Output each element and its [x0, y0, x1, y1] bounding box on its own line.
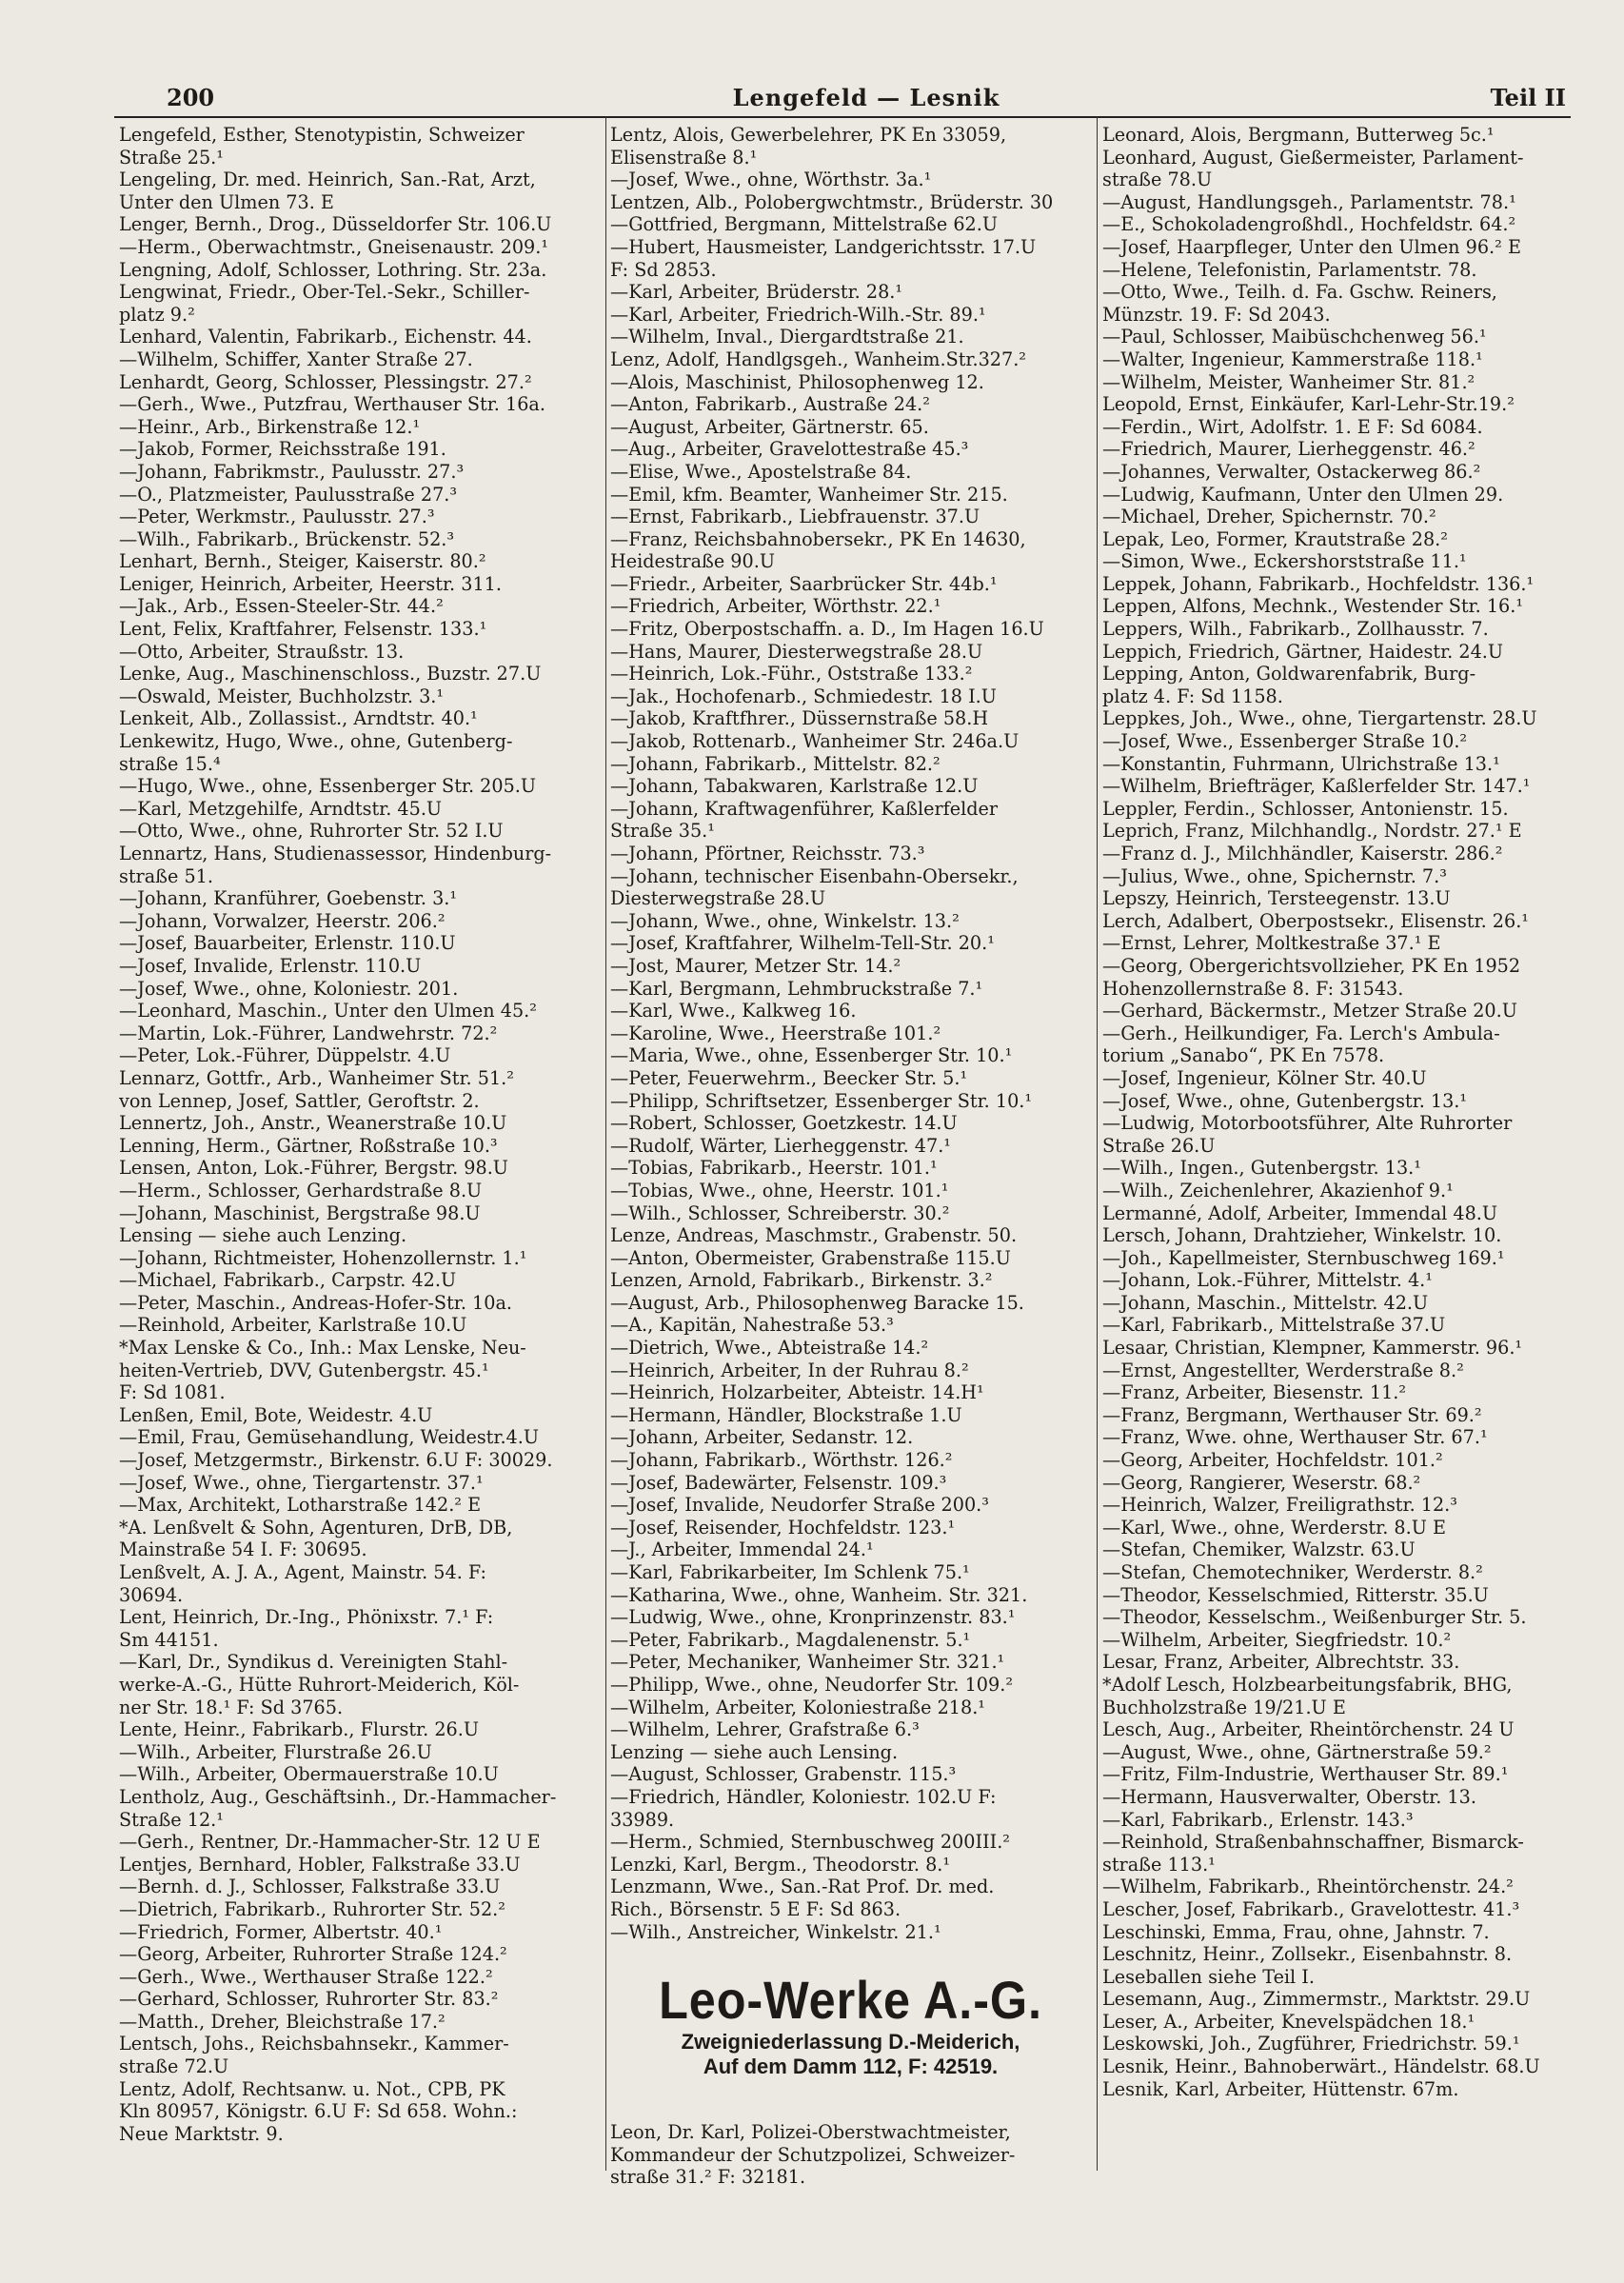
directory-line: Lengeling, Dr. med. Heinrich, San.-Rat, Arzt,	[119, 169, 536, 191]
directory-line: —Otto, Arbeiter, Straußstr. 13.	[119, 640, 405, 663]
directory-line: Leppers, Wilh., Fabrikarb., Zollhausstr. 7.	[1102, 618, 1489, 641]
directory-line: —Martin, Lok.-Führer, Landwehrstr. 72.²	[119, 1022, 498, 1044]
directory-line: —Josef, Wwe., ohne, Wörthstr. 3a.¹	[610, 169, 932, 191]
directory-line: —Karl, Arbeiter, Brüderstr. 28.¹	[610, 281, 903, 304]
directory-line: Lesnik, Karl, Arbeiter, Hüttenstr. 67m.	[1102, 2077, 1459, 2100]
directory-line: *A. Lenßvelt & Sohn, Agenturen, DrB, DB,	[119, 1516, 513, 1539]
directory-line: —Heinrich, Arbeiter, In der Ruhrau 8.²	[610, 1359, 969, 1381]
directory-line: —Joh., Kapellmeister, Sternbuschweg 169.¹	[1102, 1246, 1505, 1269]
directory-line: —Julius, Wwe., ohne, Spichernstr. 7.³	[1102, 864, 1447, 887]
directory-line: Lenzen, Arnold, Fabrikarb., Birkenstr. 3.²	[610, 1269, 993, 1292]
directory-line: Leppich, Friedrich, Gärtner, Haidestr. 24.U	[1102, 640, 1504, 663]
directory-line: —Anton, Obermeister, Grabenstraße 115.U	[610, 1246, 1011, 1269]
directory-line: —Konstantin, Fuhrmann, Ulrichstraße 13.¹	[1102, 752, 1500, 775]
advertisement	[610, 1963, 1091, 2096]
directory-line: Leskowski, Joh., Zugführer, Friedrichstr. 59.¹	[1102, 2033, 1520, 2055]
directory-line: —Otto, Wwe., ohne, Ruhrorter Str. 52 I.U	[119, 820, 504, 843]
directory-line: *Adolf Lesch, Holzbearbeitungsfabrik, BHG,	[1102, 1673, 1513, 1696]
directory-line: Lenßvelt, A. J. A., Agent, Mainstr. 54. F:	[119, 1561, 486, 1583]
name-range: Lengefeld — Lesnik	[732, 84, 1000, 111]
directory-line: —Jost, Maurer, Metzer Str. 14.²	[610, 954, 901, 977]
directory-line: —Tobias, Wwe., ohne, Heerstr. 101.¹	[610, 1179, 949, 1201]
ad-line: Zweigniederlassung D.-Meiderich,	[681, 2030, 1020, 2054]
directory-line: —Aug., Arbeiter, Gravelottestraße 45.³	[610, 438, 969, 461]
directory-line: —August, Wwe., ohne, Gärtnerstraße 59.²	[1102, 1740, 1492, 1763]
directory-line: Lengwinat, Friedr., Ober-Tel.-Sekr., Schiller-	[119, 281, 530, 304]
directory-line: werke-A.-G., Hütte Ruhrort-Meiderich, Köl-	[119, 1673, 520, 1696]
directory-line: —Johann, Maschin., Mittelstr. 42.U	[1102, 1291, 1429, 1314]
directory-line: —Josef, Wwe., ohne, Koloniestr. 201.	[119, 977, 459, 1000]
directory-line: —Michael, Fabrikarb., Carpstr. 42.U	[119, 1269, 457, 1292]
directory-line: Mainstraße 54 I. F: 30695.	[119, 1539, 367, 1561]
directory-line: —Friedrich, Händler, Koloniestr. 102.U F:	[610, 1785, 997, 1808]
directory-line: Buchholzstraße 19/21.U E	[1102, 1696, 1346, 1718]
directory-line: Lenzing — siehe auch Lensing.	[610, 1740, 899, 1763]
directory-line: Heidestraße 90.U	[610, 550, 775, 573]
directory-line: —Hugo, Wwe., ohne, Essenberger Str. 205.U	[119, 775, 537, 798]
directory-line: —Johann, Tabakwaren, Karlstraße 12.U	[610, 775, 979, 798]
directory-line: Lennertz, Joh., Anstr., Weanerstraße 10.U	[119, 1112, 507, 1135]
directory-line: Leseballen siehe Teil I.	[1102, 1965, 1315, 1988]
directory-line: Leschinski, Emma, Frau, ohne, Jahnstr. 7.	[1102, 1920, 1490, 1943]
directory-line: —Karl, Fabrikarbeiter, Im Schlenk 75.¹	[610, 1561, 970, 1583]
directory-line: Lescher, Josef, Fabrikarb., Gravelottestr. 41.³	[1102, 1897, 1520, 1920]
column-2-continued	[610, 2121, 1091, 2189]
directory-line: Lente, Heinr., Fabrikarb., Flurstr. 26.U	[119, 1718, 480, 1741]
directory-line: —Peter, Feuerwehrm., Beecker Str. 5.¹	[610, 1066, 968, 1089]
directory-line: Diesterwegstraße 28.U	[610, 887, 826, 910]
directory-line: Lenhardt, Georg, Schlosser, Plessingstr. 27.²	[119, 370, 532, 393]
directory-line: Lentsch, Johs., Reichsbahnsekr., Kammer-	[119, 2033, 509, 2055]
directory-line: Lenhart, Bernh., Steiger, Kaiserstr. 80.²	[119, 550, 486, 573]
directory-line: —Alois, Maschinist, Philosophenweg 12.	[610, 370, 984, 393]
directory-line: Lenzmann, Wwe., San.-Rat Prof. Dr. med.	[610, 1876, 995, 1898]
directory-line: —August, Arb., Philosophenweg Baracke 15.	[610, 1291, 1024, 1314]
directory-line: —Wilh., Schlosser, Schreiberstr. 30.²	[610, 1201, 950, 1224]
directory-line: Lentz, Adolf, Rechtsanw. u. Not., CPB, PK	[119, 2077, 505, 2100]
directory-line: —Gerh., Heilkundiger, Fa. Lerch's Ambula-	[1102, 1022, 1500, 1044]
directory-line: —Theodor, Kesselschm., Weißenburger Str. 5.	[1102, 1606, 1527, 1629]
header-rule	[114, 116, 1571, 118]
column-1	[119, 124, 600, 2199]
directory-line: Lentjes, Bernhard, Hobler, Falkstraße 33.U	[119, 1853, 521, 1876]
directory-line: platz 9.²	[119, 303, 195, 326]
directory-line: Lepak, Leo, Former, Krautstraße 28.²	[1102, 527, 1448, 550]
directory-line: Sm 44151.	[119, 1628, 219, 1651]
directory-line: —Wilhelm, Fabrikarb., Rheintörchenstr. 24.²	[1102, 1876, 1514, 1898]
directory-line: —Karl, Fabrikarb., Mittelstraße 37.U	[1102, 1314, 1446, 1337]
directory-line: Kommandeur der Schutzpolizei, Schweizer-	[610, 2143, 1016, 2166]
directory-line: —Georg, Obergerichtsvollzieher, PK En 1952	[1102, 954, 1521, 977]
directory-line: —Ferdin., Wirt, Adolfstr. 1. E F: Sd 6084.	[1102, 415, 1483, 438]
directory-line: —Paul, Schlosser, Maibüschchenweg 56.¹	[1102, 326, 1487, 348]
directory-line: —Heinrich, Walzer, Freiligrathstr. 12.³	[1102, 1494, 1457, 1517]
directory-line: —Georg, Rangierer, Weserstr. 68.²	[1102, 1471, 1421, 1494]
directory-line: platz 4. F: Sd 1158.	[1102, 685, 1283, 707]
directory-line: —Wilh., Arbeiter, Obermauerstraße 10.U	[119, 1763, 499, 1786]
directory-line: Straße 25.¹	[119, 146, 224, 169]
directory-line: Lensen, Anton, Lok.-Führer, Bergstr. 98.U	[119, 1157, 508, 1180]
directory-line: —Peter, Werkmstr., Paulusstr. 27.³	[119, 506, 435, 528]
directory-line: —Johann, Fabrikarb., Mittelstr. 82.²	[610, 752, 941, 775]
directory-line: —E., Schokoladengroßhdl., Hochfeldstr. 64.²	[1102, 213, 1516, 236]
directory-line: Hohenzollernstraße 8. F: 31543.	[1102, 977, 1404, 1000]
directory-line: Lersch, Johann, Drahtzieher, Winkelstr. 10.	[1102, 1224, 1502, 1247]
directory-line: Lenke, Aug., Maschinenschloss., Buzstr. 27.U	[119, 663, 542, 685]
directory-line: —Jakob, Rottenarb., Wanheimer Str. 246a.U	[610, 730, 1020, 753]
directory-line: Lenzki, Karl, Bergm., Theodorstr. 8.¹	[610, 1853, 951, 1876]
directory-line: Leonard, Alois, Bergmann, Butterweg 5c.¹	[1102, 124, 1495, 146]
directory-line: Lermanné, Adolf, Arbeiter, Immendal 48.U	[1102, 1201, 1498, 1224]
directory-line: heiten-Vertrieb, DVV, Gutenbergstr. 45.¹	[119, 1359, 489, 1381]
directory-line: Lerch, Adalbert, Oberpostsekr., Elisenstr. 26.¹	[1102, 909, 1529, 932]
directory-line: —Josef, Ingenieur, Kölner Str. 40.U	[1102, 1066, 1427, 1089]
directory-line: —Josef, Invalide, Erlenstr. 110.U	[119, 954, 422, 977]
directory-line: straße 15.⁴	[119, 752, 221, 775]
directory-line: Leschnitz, Heinr., Zollsekr., Eisenbahnstr. 8.	[1102, 1943, 1513, 1966]
page-header	[167, 84, 1566, 116]
directory-line: —Max, Architekt, Lotharstraße 142.² E	[119, 1494, 482, 1517]
directory-line: —Elise, Wwe., Apostelstraße 84.	[610, 460, 912, 483]
directory-line: —Stefan, Chemiker, Walzstr. 63.U	[1102, 1539, 1416, 1561]
column-divider	[605, 116, 606, 2171]
directory-line: —Hermann, Hausverwalter, Oberstr. 13.	[1102, 1785, 1476, 1808]
directory-line: —Maria, Wwe., ohne, Essenberger Str. 10.¹	[610, 1044, 1013, 1067]
directory-line: —Simon, Wwe., Eckershorststraße 11.¹	[1102, 550, 1467, 573]
directory-line: —Karl, Dr., Syndikus d. Vereinigten Stahl-	[119, 1651, 508, 1674]
directory-line: —Wilhelm, Meister, Wanheimer Str. 81.²	[1102, 370, 1475, 393]
directory-line: —Wilhelm, Inval., Diergardtstraße 21.	[610, 326, 964, 348]
directory-line: Lentzen, Alb., Polobergwchtmstr., Brüderstr. 30	[610, 190, 1054, 213]
directory-line: Lennarz, Gottfr., Arb., Wanheimer Str. 51.²	[119, 1066, 514, 1089]
directory-line: —Emil, Frau, Gemüsehandlung, Weidestr.4.U	[119, 1426, 540, 1449]
directory-line: —Stefan, Chemotechniker, Werderstr. 8.²	[1102, 1561, 1483, 1583]
directory-line: Lentholz, Aug., Geschäftsinh., Dr.-Hammacher-	[119, 1785, 557, 1808]
directory-line: —Karl, Fabrikarb., Erlenstr. 143.³	[1102, 1808, 1414, 1831]
directory-line: —Anton, Fabrikarb., Austraße 24.²	[610, 393, 930, 416]
directory-line: Leppler, Ferdin., Schlosser, Antonienstr. 15.	[1102, 797, 1509, 820]
directory-line: —Michael, Dreher, Spichernstr. 70.²	[1102, 506, 1436, 528]
directory-line: —Josef, Badewärter, Felsenstr. 109.³	[610, 1471, 947, 1494]
directory-line: —Johann, Wwe., ohne, Winkelstr. 13.²	[610, 909, 960, 932]
directory-line: —Peter, Maschin., Andreas-Hofer-Str. 10a.	[119, 1291, 513, 1314]
directory-line: —Wilh., Zeichenlehrer, Akazienhof 9.¹	[1102, 1179, 1454, 1201]
directory-line: —Josef, Wwe., ohne, Tiergartenstr. 37.¹	[119, 1471, 484, 1494]
directory-line: Lenßen, Emil, Bote, Weidestr. 4.U	[119, 1403, 433, 1426]
directory-line: straße 78.U	[1102, 169, 1213, 191]
directory-line: —Georg, Arbeiter, Ruhrorter Straße 124.²	[119, 1943, 507, 1966]
directory-line: Leon, Dr. Karl, Polizei-Oberstwachtmeister,	[610, 2121, 1011, 2143]
directory-line: —Jak., Hochofenarb., Schmiedestr. 18 I.U	[610, 685, 997, 707]
directory-line: torium „Sanabo“, PK En 7578.	[1102, 1044, 1385, 1067]
column-divider	[1097, 116, 1098, 2171]
directory-line: —Gerh., Wwe., Werthauser Straße 122.²	[119, 1965, 493, 1988]
directory-line: —Wilhelm, Arbeiter, Koloniestraße 218.¹	[610, 1696, 985, 1718]
directory-line: —Gottfried, Bergmann, Mittelstraße 62.U	[610, 213, 999, 236]
directory-line: —Josef, Wwe., Essenberger Straße 10.²	[1102, 730, 1468, 753]
directory-line: —Herm., Schmied, Sternbuschweg 200III.²	[610, 1831, 1010, 1854]
directory-line: —Johann, Vorwalzer, Heerstr. 206.²	[119, 909, 446, 932]
directory-line: —Wilh., Arbeiter, Flurstraße 26.U	[119, 1740, 432, 1763]
directory-line: —Wilh., Ingen., Gutenbergstr. 13.¹	[1102, 1157, 1421, 1180]
directory-line: Leser, A., Arbeiter, Knevelspädchen 18.¹	[1102, 2010, 1475, 2033]
directory-line: —Georg, Arbeiter, Hochfeldstr. 101.²	[1102, 1449, 1443, 1472]
directory-line: —Ludwig, Kaufmann, Unter den Ulmen 29.	[1102, 483, 1504, 506]
directory-line: —Franz, Reichsbahnobersekr., PK En 14630,	[610, 527, 1026, 550]
directory-line: straße 31.² F: 32181.	[610, 2166, 806, 2189]
directory-line: —August, Handlungsgeh., Parlamentstr. 78.¹	[1102, 190, 1516, 213]
directory-line: straße 72.U	[119, 2055, 229, 2078]
directory-line: —Herm., Schlosser, Gerhardstraße 8.U	[119, 1179, 483, 1201]
directory-line: Leprich, Franz, Milchhandlg., Nordstr. 27.¹ E	[1102, 820, 1522, 843]
directory-line: Lesnik, Heinr., Bahnoberwärt., Händelstr. 68.U	[1102, 2055, 1540, 2078]
directory-line: —Friedrich, Arbeiter, Wörthstr. 22.¹	[610, 595, 941, 618]
directory-line: —Wilhelm, Lehrer, Grafstraße 6.³	[610, 1718, 920, 1741]
directory-line: Lengefeld, Esther, Stenotypistin, Schweizer	[119, 124, 525, 146]
directory-line: Lesch, Aug., Arbeiter, Rheintörchenstr. 24 U	[1102, 1718, 1515, 1741]
directory-line: —Johann, Kraftwagenführer, Kaßlerfelder	[610, 797, 999, 820]
directory-line: Lentz, Alois, Gewerbelehrer, PK En 33059,	[610, 124, 1007, 146]
directory-line: —Fritz, Oberpostschaffn. a. D., Im Hagen 16.U	[610, 618, 1044, 641]
directory-line: Rich., Börsenstr. 5 E F: Sd 863.	[610, 1897, 901, 1920]
directory-line: —Helene, Telefonistin, Parlamentstr. 78.	[1102, 258, 1477, 281]
directory-line: —Johann, Pförtner, Reichsstr. 73.³	[610, 843, 925, 864]
directory-line: F: Sd 1081.	[119, 1381, 226, 1404]
directory-line: —Ernst, Fabrikarb., Liebfrauenstr. 37.U	[610, 506, 980, 528]
directory-line: —Peter, Lok.-Führer, Düppelstr. 4.U	[119, 1044, 451, 1067]
directory-line: —O., Platzmeister, Paulusstraße 27.³	[119, 483, 458, 506]
directory-line: —Herm., Oberwachtmstr., Gneisenaustr. 209.¹	[119, 235, 549, 258]
directory-line: —Rudolf, Wärter, Lierheggenstr. 47.¹	[610, 1134, 951, 1157]
directory-line: —Johann, Maschinist, Bergstraße 98.U	[119, 1201, 481, 1224]
directory-line: von Lennep, Josef, Sattler, Geroftstr. 2.	[119, 1089, 480, 1112]
directory-line: Leppek, Johann, Fabrikarb., Hochfeldstr. 136.¹	[1102, 572, 1535, 595]
directory-line: —Philipp, Schriftsetzer, Essenberger Str. 10.¹	[610, 1089, 1033, 1112]
directory-line: —Bernh. d. J., Schlosser, Falkstraße 33.U	[119, 1876, 501, 1898]
column-2	[610, 124, 1091, 2199]
ad-brand: Leo-Werke A.-G.	[659, 1970, 1042, 2030]
directory-line: —Tobias, Fabrikarb., Heerstr. 101.¹	[610, 1157, 938, 1180]
directory-line: Leniger, Heinrich, Arbeiter, Heerstr. 311.	[119, 572, 502, 595]
directory-line: Lenning, Herm., Gärtner, Roßstraße 10.³	[119, 1134, 498, 1157]
directory-line: —Friedrich, Maurer, Lierheggenstr. 46.²	[1102, 438, 1475, 461]
directory-line: —Franz, Bergmann, Werthauser Str. 69.²	[1102, 1403, 1482, 1426]
directory-line: —Josef, Reisender, Hochfeldstr. 123.¹	[610, 1516, 956, 1539]
directory-line: Lenze, Andreas, Maschmstr., Grabenstr. 50.	[610, 1224, 1018, 1247]
directory-line: Kln 80957, Königstr. 6.U F: Sd 658. Wohn.:	[119, 2100, 518, 2123]
directory-line: —Reinhold, Straßenbahnschaffner, Bismarck-	[1102, 1831, 1524, 1854]
directory-line: —Peter, Mechaniker, Wanheimer Str. 321.¹	[610, 1651, 1005, 1674]
directory-line: —Karl, Arbeiter, Friedrich-Wilh.-Str. 89.¹	[610, 303, 986, 326]
directory-line: Leppen, Alfons, Mechnk., Westender Str. 16.¹	[1102, 595, 1524, 618]
directory-line: 30694.	[119, 1583, 184, 1606]
directory-line: Lepping, Anton, Goldwarenfabrik, Burg-	[1102, 663, 1476, 685]
directory-line: —Robert, Schlosser, Goetzkestr. 14.U	[610, 1112, 958, 1135]
directory-line: —Johann, Fabrikmstr., Paulusstr. 27.³	[119, 460, 465, 483]
directory-line: Straße 26.U	[1102, 1134, 1216, 1157]
directory-line: Lesar, Franz, Arbeiter, Albrechtstr. 33.	[1102, 1651, 1460, 1674]
directory-line: —Josef, Bauarbeiter, Erlenstr. 110.U	[119, 932, 456, 955]
directory-line: Neue Marktstr. 9.	[119, 2122, 284, 2145]
directory-line: —Reinhold, Arbeiter, Karlstraße 10.U	[119, 1314, 467, 1337]
column-3	[1102, 124, 1578, 2199]
directory-line: —Wilh., Anstreicher, Winkelstr. 21.¹	[610, 1920, 941, 1943]
directory-line: —Friedr., Arbeiter, Saarbrücker Str. 44b.¹	[610, 572, 998, 595]
directory-line: Straße 12.¹	[119, 1808, 224, 1831]
directory-line: —Josef, Wwe., ohne, Gutenbergstr. 13.¹	[1102, 1089, 1468, 1112]
directory-line: Lenger, Bernh., Drog., Düsseldorfer Str. 106.U	[119, 213, 552, 236]
directory-line: —A., Kapitän, Nahestraße 53.³	[610, 1314, 894, 1337]
directory-line: Lenhard, Valentin, Fabrikarb., Eichenstr. 44.	[119, 326, 532, 348]
directory-line: straße 51.	[119, 864, 213, 887]
directory-line: —Karl, Metzgehilfe, Arndtstr. 45.U	[119, 797, 443, 820]
directory-line: F: Sd 2853.	[610, 258, 717, 281]
directory-line: Elisenstraße 8.¹	[610, 146, 758, 169]
directory-line: —Heinrich, Lok.-Führ., Oststraße 133.²	[610, 663, 973, 685]
directory-line: —Franz, Arbeiter, Biesenstr. 11.²	[1102, 1381, 1407, 1404]
directory-line: —Ludwig, Motorbootsführer, Alte Ruhrorter	[1102, 1112, 1513, 1135]
part-label: Teil II	[1490, 84, 1566, 111]
directory-line: Unter den Ulmen 73. E	[119, 190, 334, 213]
directory-line: —Johannes, Verwalter, Ostackerweg 86.²	[1102, 460, 1481, 483]
directory-line: —Dietrich, Wwe., Abteistraße 14.²	[610, 1337, 929, 1360]
directory-line: 33989.	[610, 1808, 675, 1831]
directory-line: —August, Arbeiter, Gärtnerstr. 65.	[610, 415, 929, 438]
directory-line: Leopold, Ernst, Einkäufer, Karl-Lehr-Str.19.²	[1102, 393, 1515, 416]
directory-line: —Karl, Bergmann, Lehmbruckstraße 7.¹	[610, 977, 983, 1000]
directory-line: Lensing — siehe auch Lenzing.	[119, 1224, 407, 1247]
directory-line: Leppkes, Joh., Wwe., ohne, Tiergartenstr. 28.U	[1102, 707, 1537, 730]
directory-line: —Wilhelm, Schiffer, Xanter Straße 27.	[119, 347, 473, 370]
ad-line: Auf dem Damm 112, F: 42519.	[703, 2055, 999, 2078]
directory-line: —Johann, Kranführer, Goebenstr. 3.¹	[119, 887, 458, 910]
directory-line: Lenz, Adolf, Handlgsgeh., Wanheim.Str.327.²	[610, 347, 1026, 370]
directory-line: Leonhard, August, Gießermeister, Parlament-	[1102, 146, 1524, 169]
directory-line: —Karl, Wwe., Kalkweg 16.	[610, 1000, 857, 1022]
directory-line: —Hans, Maurer, Diesterwegstraße 28.U	[610, 640, 983, 663]
directory-line: —Heinr., Arb., Birkenstraße 12.¹	[119, 415, 421, 438]
directory-line: —Josef, Kraftfahrer, Wilhelm-Tell-Str. 20.¹	[610, 932, 995, 955]
directory-line: Lennartz, Hans, Studienassessor, Hindenburg-	[119, 843, 552, 864]
directory-line: —Jakob, Former, Reichsstraße 191.	[119, 438, 446, 461]
directory-line: Lesaar, Christian, Klempner, Kammerstr. 96.¹	[1102, 1337, 1523, 1360]
directory-line: *Max Lenske & Co., Inh.: Max Lenske, Neu-	[119, 1337, 526, 1360]
directory-line: —August, Schlosser, Grabenstr. 115.³	[610, 1763, 957, 1786]
directory-line: —Jakob, Kraftfhrer., Düssernstraße 58.H	[610, 707, 989, 730]
directory-line: —Josef, Haarpfleger, Unter den Ulmen 96.² E	[1102, 235, 1521, 258]
directory-line: —Wilhelm, Briefträger, Kaßlerfelder Str. 147.¹	[1102, 775, 1531, 798]
directory-line: —Hermann, Händler, Blockstraße 1.U	[610, 1403, 962, 1426]
directory-line: —Theodor, Kesselschmied, Ritterstr. 35.U	[1102, 1583, 1489, 1606]
directory-line: Lenkeit, Alb., Zollassist., Arndtstr. 40.¹	[119, 707, 478, 730]
page-number: 200	[167, 84, 215, 111]
directory-line: Lengning, Adolf, Schlosser, Lothring. Str. 23a.	[119, 258, 547, 281]
directory-line: Münzstr. 19. F: Sd 2043.	[1102, 303, 1331, 326]
directory-line: —Peter, Fabrikarb., Magdalenenstr. 5.¹	[610, 1628, 971, 1651]
directory-line: —J., Arbeiter, Immendal 24.¹	[610, 1539, 874, 1561]
directory-line: —Hubert, Hausmeister, Landgerichtsstr. 17.U	[610, 235, 1037, 258]
directory-line: —Friedrich, Former, Albertstr. 40.¹	[119, 1920, 443, 1943]
directory-line: —Johann, technischer Eisenbahn-Obersekr.,	[610, 864, 1019, 887]
directory-line: —Karoline, Wwe., Heerstraße 101.²	[610, 1022, 941, 1044]
directory-line: straße 113.¹	[1102, 1853, 1216, 1876]
directory-line: Lesemann, Aug., Zimmermstr., Marktstr. 29.U	[1102, 1988, 1531, 2011]
directory-line: —Gerhard, Schlosser, Ruhrorter Str. 83.²	[119, 1988, 499, 2011]
directory-line: —Philipp, Wwe., ohne, Neudorfer Str. 109.²	[610, 1673, 1014, 1696]
directory-line: —Jak., Arb., Essen-Steeler-Str. 44.²	[119, 595, 444, 618]
directory-line: —Gerh., Rentner, Dr.-Hammacher-Str. 12 U E	[119, 1831, 541, 1854]
directory-line: —Oswald, Meister, Buchholzstr. 3.¹	[119, 685, 445, 707]
directory-line: —Wilhelm, Arbeiter, Siegfriedstr. 10.²	[1102, 1628, 1452, 1651]
directory-line: —Karl, Wwe., ohne, Werderstr. 8.U E	[1102, 1516, 1446, 1539]
directory-line: Straße 35.¹	[610, 820, 715, 843]
directory-line: —Wilh., Fabrikarb., Brückenstr. 52.³	[119, 527, 455, 550]
directory-line: —Josef, Metzgermstr., Birkenstr. 6.U F: 30029.	[119, 1449, 553, 1472]
directory-line: Lent, Felix, Kraftfahrer, Felsenstr. 133.¹	[119, 618, 487, 641]
directory-line: Lent, Heinrich, Dr.-Ing., Phönixstr. 7.¹ F:	[119, 1606, 494, 1629]
directory-line: —Fritz, Film-Industrie, Werthauser Str. 89.¹	[1102, 1763, 1509, 1786]
directory-line: —Johann, Fabrikarb., Wörthstr. 126.²	[610, 1449, 953, 1472]
directory-line: —Franz d. J., Milchhändler, Kaiserstr. 286.²	[1102, 843, 1503, 864]
directory-line: —Dietrich, Fabrikarb., Ruhrorter Str. 52.²	[119, 1897, 505, 1920]
directory-line: —Emil, kfm. Beamter, Wanheimer Str. 215.	[610, 483, 1008, 506]
directory-line: —Johann, Arbeiter, Sedanstr. 12.	[610, 1426, 914, 1449]
directory-line: —Walter, Ingenieur, Kammerstraße 118.¹	[1102, 347, 1483, 370]
directory-line: —Ernst, Lehrer, Moltkestraße 37.¹ E	[1102, 932, 1441, 955]
directory-line: ner Str. 18.¹ F: Sd 3765.	[119, 1696, 344, 1718]
directory-line: —Johann, Richtmeister, Hohenzollernstr. 1.¹	[119, 1246, 527, 1269]
directory-line: —Ernst, Angestellter, Werderstraße 8.²	[1102, 1359, 1464, 1381]
directory-line: —Josef, Invalide, Neudorfer Straße 200.³	[610, 1494, 989, 1517]
directory-line: —Matth., Dreher, Bleichstraße 17.²	[119, 2010, 446, 2033]
directory-line: —Franz, Wwe. ohne, Werthauser Str. 67.¹	[1102, 1426, 1488, 1449]
directory-line: —Gerhard, Bäckermstr., Metzer Straße 20.U	[1102, 1000, 1517, 1022]
directory-line: Lepszy, Heinrich, Tersteegenstr. 13.U	[1102, 887, 1451, 910]
directory-line: —Gerh., Wwe., Putzfrau, Werthauser Str. 16a.	[119, 393, 545, 416]
directory-line: —Otto, Wwe., Teilh. d. Fa. Gschw. Reiners,	[1102, 281, 1497, 304]
directory-line: —Ludwig, Wwe., ohne, Kronprinzenstr. 83.¹	[610, 1606, 1016, 1629]
directory-line: Lenkewitz, Hugo, Wwe., ohne, Gutenberg-	[119, 730, 513, 753]
directory-line: —Johann, Lok.-Führer, Mittelstr. 4.¹	[1102, 1269, 1433, 1292]
directory-line: —Heinrich, Holzarbeiter, Abteistr. 14.H¹	[610, 1381, 984, 1404]
directory-line: —Katharina, Wwe., ohne, Wanheim. Str. 321.	[610, 1583, 1028, 1606]
directory-line: —Leonhard, Maschin., Unter den Ulmen 45.²	[119, 1000, 537, 1022]
